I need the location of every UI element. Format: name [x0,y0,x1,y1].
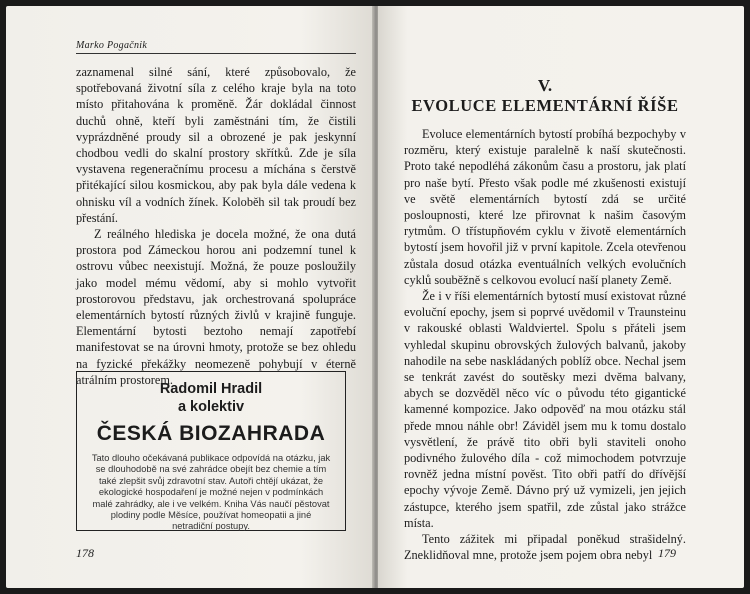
running-head: Marko Pogačnik [76,40,356,54]
chapter-title: EVOLUCE ELEMENTÁRNÍ ŘÍŠE [411,96,679,115]
paragraph: Že i v říši elementárních bytostí musí existovat různé evoluční epochy, jsem si poprvé uvědomil v Traunsteinu v rakouské oblasti Waldviertel. Spolu s přáteli jsem vyhledal skupinu obrovských žulových balvanů, jakoby nahodile na sebe naskládaných poblíž obce. Nechal jsem se tenkrát zavést do soutěsky mezi dvěma balvany, abych se dozvěděl něco víc o původu této gigantické kamenné kompozice. Jako odpověď na mou otázku stál přede mnou náhle obr! Záviděl jsem mu k tomu dostalo vysvětlení, že právě tito obři byli staviteli onoho podivného žulového díla - což mimochodem potvrzuje rovněž jedna místní pověst. Tito obři patří do dřívější epochy vývoje Země. Dávno prý už vymizeli, jen jejich zástupce, kterého jsem spatřil, zde zůstal jako strážce místa. [404,289,686,530]
ad-author: Radomil Hradil a kolektiv [159,381,263,415]
left-page [6,6,374,588]
paragraph: Tento zážitek mi připadal poněkud strašidelný. Zneklidňoval mne, protože jsem pojem obra nebyl [404,532,686,563]
ad-title: ČESKÁ BIOZAHRADA [96,422,326,445]
page-number-left: 178 [76,546,94,560]
right-body-text [404,126,686,563]
paragraph: Z reálného hlediska je docela možné, že ona dutá prostora pod Zámeckou horou ani podzemní tunel k ostrovu vůbec neexistují. Možná, že pouze posloužily jako model mému vědomí, aby si mohlo vytvořit prostorovou představu, jak orchestrovaná spolupráce elementárních bytostí různých živlů v krajině funguje. Elementární bytosti beztoho nemají zapotřebí manifestovat se na úrovni hmoty, protože se bez ohledu na fyzické překážky neomezeně pohybují v éterně atrálním prostorem. [76,227,356,387]
right-page [378,6,744,588]
chapter-number: V. [537,76,553,95]
paragraph: zaznamenal silné sání, které způsobovalo, že spotřebovaná životní síla z celého kraje byla na toto místo přitahována k proměně. Žár dokládal činnost duchů ohně, kteří byli zaměstnáni tím, že čistili vyprázdněné proudy sil a obrozené je pak jeskynní chodbou vedli do skalní prostory skřítků. Zde je síla vystavena regeneračnímu procesu a míchána s čerstvě přitékající silou kosmickou, aby pak byla dále vedena k ohnisku víl a vodních žínek. Koloběh sil tak proudí bez přestání. [76,65,356,225]
paragraph: Evoluce elementárních bytostí probíhá bezpochyby v rozměru, který existuje paralelně k naší skutečnosti. Proto také nepodléhá zákonům času a prostoru, jak platí pro naše bytí. Přesto však podle mé zkušenosti existují ve světě elementárních bytostí zdá se určité posloupnosti, které lze přirovnat k našim časovým rytmům. O třístupňovém cyklu v životě elementárních bytostí jsem hovořil již v první kapitole. Zcela otevřenou zůstala dosud otázka eventuálních velkých evolučních cyklů souběžně s celkovou evolucí naší planety Země. [404,127,686,287]
ad-description: Tato dlouho očekávaná publikace odpovídá na otázku, jak se dlouhodobě na své zahrádce obejít bez chemie a tím také zlepšit svůj zdravotní stav. Autoři chtějí ukázat, že ekologické hospodaření je možné nejen v podmínkách malé zahrádky, ale i ve velkém. Kniha Vás naučí pěstovat plodiny podle Měsíce, používat homeopatii a jiné netradiční postupy. [91,453,331,532]
book-advertisement-box [76,371,346,531]
left-body-text [76,64,356,388]
page-number-right: 179 [658,546,676,560]
